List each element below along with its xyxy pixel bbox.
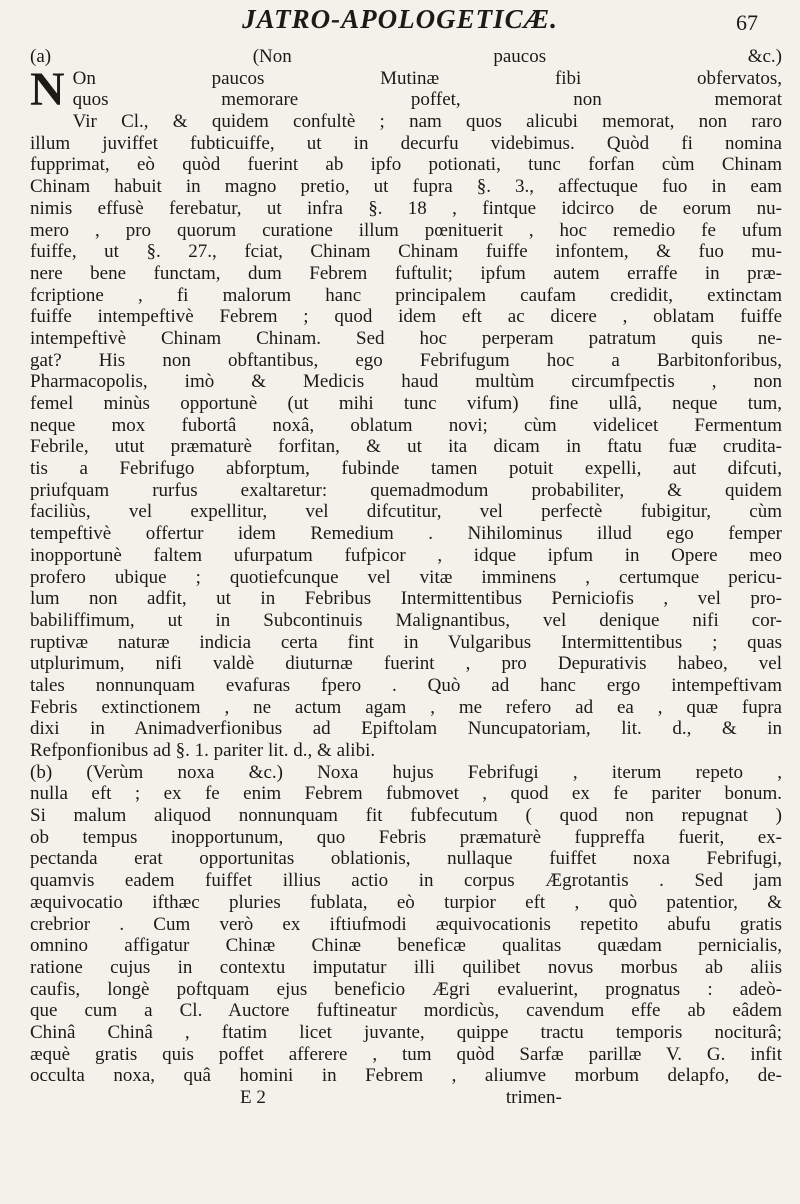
signature-mark: E 2 [240, 1087, 266, 1108]
text-line: nulla eft ; ex fe enim Febrem fubmovet , quod ex fe pariter bonum. [30, 783, 782, 805]
text-line: faciliùs, vel expellitur, vel difcutitur, vel perfectè fubigitur, cùm [30, 501, 782, 523]
text-line: Si malum aliquod nonnunquam fit fubfecutum ( quod non repugnat ) [30, 805, 782, 827]
text-line: Refponfionibus ad §. 1. pariter lit. d., & alibi. [30, 740, 376, 761]
text-line: (a) (Non paucos &c.) [30, 46, 782, 67]
text-line: nere bene functam, dum Febrem fuftulit; ipfum autem erraffe in præ- [30, 262, 782, 284]
text-line: æquè gratis quis poffet afferere , tum quòd Sarfæ parillæ V. G. infit [30, 1043, 782, 1065]
text-line: tales nonnunquam evafuras fpero . Quò ad hanc ergo intempeftivam [30, 674, 782, 696]
text-body [30, 46, 782, 1109]
text-line: fcriptione , fi malorum hanc principalem caufam credidit, extinctam [30, 284, 782, 306]
text-line: fupprimat, eò quòd fuerint ab ipfo potionati, tunc forfan cùm Chinam [30, 154, 782, 176]
text-line: mero , pro quorum curatione illum pœnituerit , hoc remedio fe ufum [30, 219, 782, 241]
catchword: trimen- [505, 1087, 562, 1108]
text-line: Febris extinctionem , ne actum agam , me refero ad ea , quæ fupra [30, 696, 782, 718]
text-line: fuiffe, ut §. 27., fciat, Chinam Chinam fuiffe infontem, & fuo mu- [30, 241, 782, 263]
text-line: lum non adfit, ut in Febribus Intermittentibus Perniciofis , vel pro- [30, 588, 782, 610]
text-line: nimis effusè ferebatur, ut infra §. 18 , fintque idcirco de eorum nu- [30, 197, 782, 219]
text-line: crebrior . Cum verò ex iftiufmodi æquivocationis repetito abufu gratis [30, 913, 782, 935]
text-line: dixi in Animadverfionibus ad Epiftolam Nuncupatoriam, lit. d., & in [30, 718, 782, 740]
text-line: fuiffe intempeftivè Febrem ; quod idem eft ac dicere , oblatam fuiffe [30, 306, 782, 328]
text-line: æquivocatio ifthæc pluries fublata, eò turpior eft , quò patentior, & [30, 891, 782, 913]
text-line: intempeftivè Chinam Chinam. Sed hoc perperam patratum quis ne- [30, 327, 782, 349]
text-line: femel minùs opportunè (ut mihi tunc vifum) fine ullâ, neque tum, [30, 393, 782, 414]
text-line: profero ubique ; quotiefcunque vel vitæ imminens , certumque pericu- [30, 566, 782, 588]
text-line: quos memorare poffet, non memorat [72, 89, 782, 111]
text-line: caufis, longè poftquam ejus beneficio Ægri evaluerint, prognatus : adeò- [30, 978, 782, 1000]
text-line: illum juviffet fubticuiffe, ut in decurfu videbimus. Quòd fi nomina [30, 132, 782, 154]
text-line: tempeftivè offertur idem Remedium . Nihilominus illud ego femper [30, 523, 782, 545]
page-header [0, 4, 800, 40]
text-line: On paucos Mutinæ fibi obfervatos, [72, 67, 782, 89]
text-line: utplurimum, nifi valdè diuturnæ fuerint , pro Depurativis habeo, vel [30, 653, 782, 675]
text-line: ratione cujus in contextu imputatur illi quilibet novus morbus ab aliis [30, 956, 782, 978]
text-line: Vir Cl., & quidem confultè ; nam quos alicubi memorat, non raro [72, 111, 782, 133]
footer-line [30, 1087, 782, 1109]
text-line: ob tempus inopportunum, quo Febris præmaturè fuppreffa fuerit, ex- [30, 826, 782, 848]
text-line: pectanda erat opportunitas oblationis, nullaque fuiffet noxa Febrifugi, [30, 848, 782, 870]
page-number: 67 [736, 10, 758, 35]
text-line: gat? His non obftantibus, ego Febrifugum hoc a Barbitonforibus, [30, 349, 782, 371]
text-line: tis a Febrifugo abforptum, fubinde tamen potuit expelli, aut difcuti, [30, 458, 782, 480]
text-line: babiliffimum, ut in Subcontinuis Malignantibus, vel denique nifi cor- [30, 609, 782, 631]
text-line: (b) (Verùm noxa &c.) Noxa hujus Febrifugi , iterum repeto , [30, 761, 782, 783]
text-line: quamvis eadem fuiffet illius actio in corpus Ægrotantis . Sed jam [30, 870, 782, 892]
text-line: Febrile, utut præmaturè forfitan, & ut ita dicam in ftatu fuæ crudita- [30, 436, 782, 458]
text-line: omnino affigatur Chinæ Chinæ beneficæ qualitas quædam pernicialis, [30, 935, 782, 957]
text-line: neque mox fubortâ noxâ, oblatum novi; cùm videlicet Fermentum [30, 414, 782, 436]
text-line: ruptivæ naturæ indicia certa fint in Vulgaribus Intermittentibus ; quas [30, 631, 782, 653]
text-line: priufquam rurfus exaltaretur: quemadmodum probabiliter, & quidem [30, 479, 782, 501]
running-title: JATRO-APOLOGETICÆ. [242, 4, 558, 34]
text-line: que cum a Cl. Auctore fuftineatur mordicùs, cavendum effe ab eâdem [30, 1000, 782, 1022]
text-line: Chinam habuit in magno pretio, ut fupra §. 3., affectuque fuo in eam [30, 176, 782, 198]
text-line: Pharmacopolis, imò & Medicis haud multùm circumfpectis , non [30, 371, 782, 393]
text-line: occulta noxa, quâ homini in Febrem , aliumve morbum delapfo, de- [30, 1065, 782, 1087]
drop-cap: N [30, 62, 65, 116]
text-line: Chinâ Chinâ , ftatim licet juvante, quippe tractu temporis nociturâ; [30, 1021, 782, 1043]
text-line: inopportunè faltem ufurpatum fufpicor , idque ipfum in Opere meo [30, 544, 782, 566]
